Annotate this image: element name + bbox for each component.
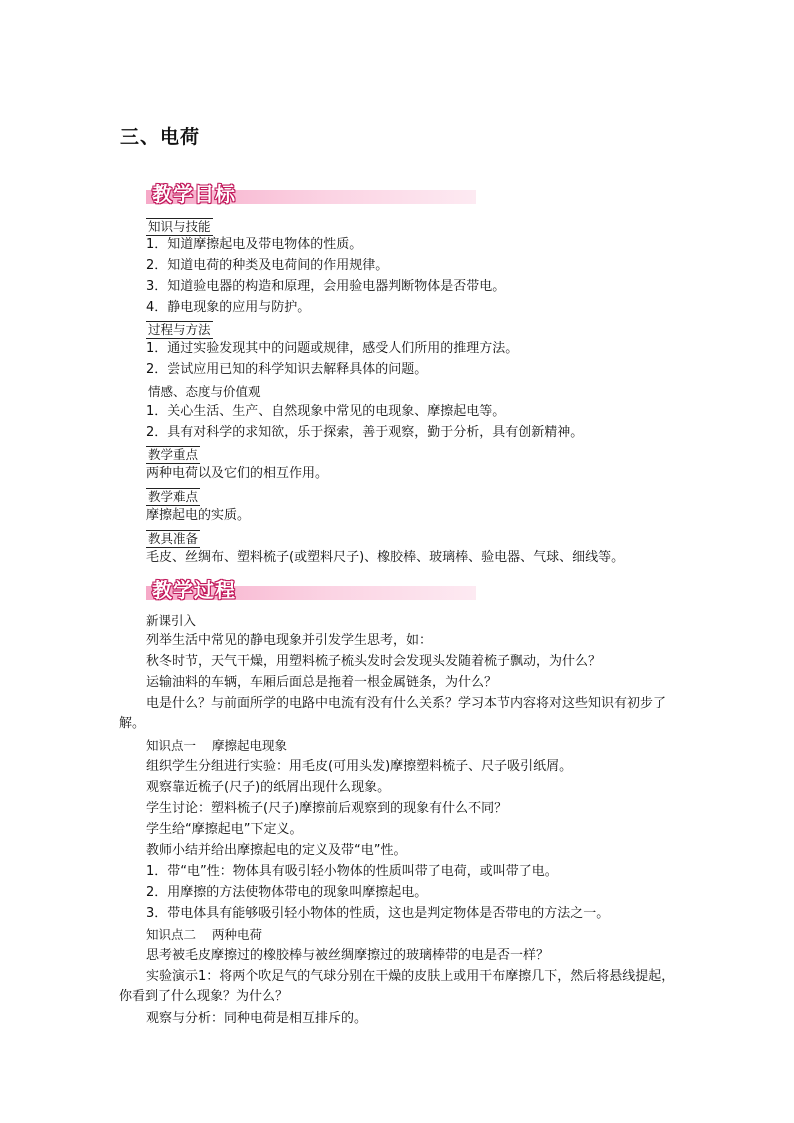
body-line: 观察与分析：同种电荷是相互排斥的。 bbox=[146, 1011, 368, 1026]
banner-title: 教学过程 bbox=[152, 578, 236, 602]
body-line: 观察靠近梳子(尺子)的纸屑出现什么现象。 bbox=[146, 780, 391, 795]
body-line: 组织学生分组进行实验：用毛皮(可用头发)摩擦塑料梳子、尺子吸引纸屑。 bbox=[146, 759, 573, 774]
intro-heading: 新课引入 bbox=[146, 613, 197, 628]
body-line: 学生讨论：塑料梳子(尺子)摩擦前后观察到的现象有什么不同？ bbox=[146, 801, 508, 816]
list-item: 2．尝试应用已知的科学知识去解释具体的问题。 bbox=[146, 362, 428, 377]
list-item: 3．知道验电器的构造和原理，会用验电器判断物体是否带电。 bbox=[146, 279, 506, 294]
list-item: 2．知道电荷的种类及电荷间的作用规律。 bbox=[146, 258, 389, 273]
knowledge-point-name: 摩擦起电现象 bbox=[212, 738, 288, 753]
section-heading-process: 过程与方法 bbox=[148, 322, 211, 337]
intro-line: 运输油料的车辆，车厢后面总是拖着一根金属链条，为什么？ bbox=[146, 675, 498, 690]
list-item: 4．静电现象的应用与防护。 bbox=[146, 300, 311, 315]
banner-title: 教学目标 bbox=[152, 182, 236, 206]
intro-line: 秋冬时节，天气干燥，用塑料梳子梳头发时会发现头发随着梳子飘动，为什么？ bbox=[146, 654, 602, 669]
list-item: 1．通过实验发现其中的问题或规律，感受人们所用的推理方法。 bbox=[146, 341, 519, 356]
knowledge-point-name: 两种电荷 bbox=[212, 927, 263, 942]
section-heading-key-point: 教学重点 bbox=[148, 447, 199, 462]
body-line: 学生给“摩擦起电”下定义。 bbox=[146, 822, 303, 837]
knowledge-point-heading bbox=[146, 736, 287, 756]
section-heading-knowledge: 知识与技能 bbox=[148, 219, 211, 234]
list-item: 2．具有对科学的求知欲，乐于探索，善于观察，勤于分析，具有创新精神。 bbox=[146, 425, 584, 440]
page-title: 三、电荷 bbox=[120, 126, 201, 148]
intro-paragraph: 电是什么？与前面所学的电路中电流有没有什么关系？学习本节内容将对这些知识有初步了解。 bbox=[119, 696, 667, 731]
section-heading-tools: 教具准备 bbox=[148, 531, 199, 546]
body-line: 1．带“电”性：物体具有吸引轻小物体的性质叫带了电荷，或叫带了电。 bbox=[146, 864, 558, 879]
section-heading-emotion: 情感、态度与价值观 bbox=[148, 384, 261, 399]
key-point-text: 两种电荷以及它们的相互作用。 bbox=[146, 466, 329, 481]
process-banner bbox=[146, 574, 476, 604]
goals-banner bbox=[146, 178, 476, 208]
intro-line: 列举生活中常见的静电现象并引发学生思考，如： bbox=[146, 633, 433, 648]
difficult-point-text: 摩擦起电的实质。 bbox=[146, 508, 251, 523]
knowledge-point-heading bbox=[146, 925, 262, 945]
body-paragraph: 实验演示1：将两个吹足气的气球分别在干燥的皮肤上或用干布摩擦几下，然后将悬线提起，你看到了什么现象？为什么？ bbox=[119, 969, 675, 1004]
list-item: 1．知道摩擦起电及带电物体的性质。 bbox=[146, 237, 363, 252]
knowledge-point-label: 知识点一 bbox=[146, 738, 197, 753]
section-heading-difficult-point: 教学难点 bbox=[148, 489, 199, 504]
body-line: 思考被毛皮摩擦过的橡胶棒与被丝绸摩擦过的玻璃棒带的电是否一样？ bbox=[146, 948, 550, 963]
body-line: 2．用摩擦的方法使物体带电的现象叫摩擦起电。 bbox=[146, 885, 428, 900]
tools-text: 毛皮、丝绸布、塑料梳子(或塑料尺子)、橡胶棒、玻璃棒、验电器、气球、细线等。 bbox=[146, 550, 625, 565]
list-item: 1．关心生活、生产、自然现象中常见的电现象、摩擦起电等。 bbox=[146, 404, 506, 419]
body-line: 3．带电体具有能够吸引轻小物体的性质，这也是判定物体是否带电的方法之一。 bbox=[146, 906, 610, 921]
body-line: 教师小结并给出摩擦起电的定义及带“电”性。 bbox=[146, 843, 407, 858]
knowledge-point-label: 知识点二 bbox=[146, 927, 197, 942]
